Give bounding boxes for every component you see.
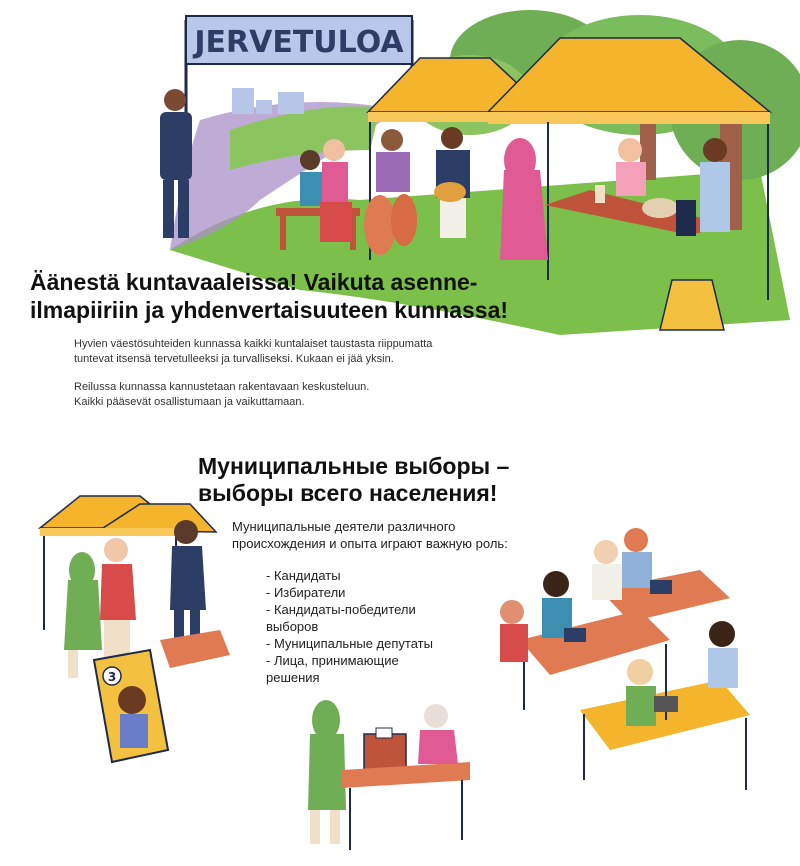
sandwich-sign	[660, 280, 724, 330]
list-item: - Кандидаты	[266, 568, 341, 583]
election-official	[424, 704, 448, 728]
finnish-paragraph-2	[74, 380, 494, 410]
laptop	[564, 628, 586, 642]
finnish-heading-line-1: Äänestä kuntavaaleissa! Vaikuta asenne-	[30, 269, 478, 295]
voting-illustration	[290, 690, 480, 865]
banner-sign-text: JERVETULOA	[194, 25, 404, 60]
russian-heading-line-2: выборы всего населения!	[198, 480, 498, 506]
campaign-illustration	[20, 490, 230, 780]
elder-candidate	[104, 538, 128, 562]
russian-intro-line-1: Муниципальные деятели различного	[232, 519, 456, 534]
council-member	[594, 540, 618, 564]
laptop	[654, 696, 678, 712]
council-meeting-illustration	[490, 510, 790, 810]
finnish-paragraph-1-line-1: Hyvien väestösuhteiden kunnassa kaikki kuntalaiset taustasta riippumatta	[74, 338, 433, 350]
council-member	[500, 600, 524, 624]
russian-intro-line-2: происхождения и опыта играют важную роль:	[232, 536, 508, 551]
russian-heading	[198, 453, 618, 507]
speaker	[174, 520, 198, 544]
council-member	[543, 571, 569, 597]
distant-buildings	[232, 88, 304, 114]
council-member	[624, 528, 648, 552]
list-item: - Кандидаты-победители	[266, 602, 416, 617]
poster-number: 3	[107, 670, 117, 684]
finnish-heading	[30, 268, 590, 324]
finnish-paragraph-1	[74, 337, 494, 367]
podium	[160, 630, 230, 668]
finnish-paragraph-1-line-2: tuntevat itsensä tervetulleeksi ja turvalliseksi. Kukaan ei jää yksin.	[74, 353, 394, 365]
council-member	[709, 621, 735, 647]
finnish-paragraph-2-line-1: Reilussa kunnassa kannustetaan rakentavaan keskusteluun.	[74, 381, 370, 393]
visitor-pink-hijab	[500, 138, 548, 260]
laptop	[650, 580, 672, 594]
list-item: - Муниципальные депутаты	[266, 636, 433, 651]
russian-actor-list	[266, 568, 466, 687]
list-item: - Избиратели	[266, 585, 346, 600]
list-item: - Лица, принимающие	[266, 653, 399, 668]
finnish-heading-line-2: ilmapiiriin ja yhdenvertaisuuteen kunnassa!	[30, 297, 509, 323]
list-item: выборов	[266, 619, 319, 634]
campaign-poster	[94, 650, 168, 762]
council-member	[627, 659, 653, 685]
finnish-paragraph-2-line-2: Kaikki pääsevät osallistumaan ja vaikuttamaan.	[74, 396, 305, 408]
russian-heading-line-1: Муниципальные выборы –	[198, 453, 510, 479]
list-item: решения	[266, 670, 320, 685]
ballot-box	[364, 734, 406, 772]
